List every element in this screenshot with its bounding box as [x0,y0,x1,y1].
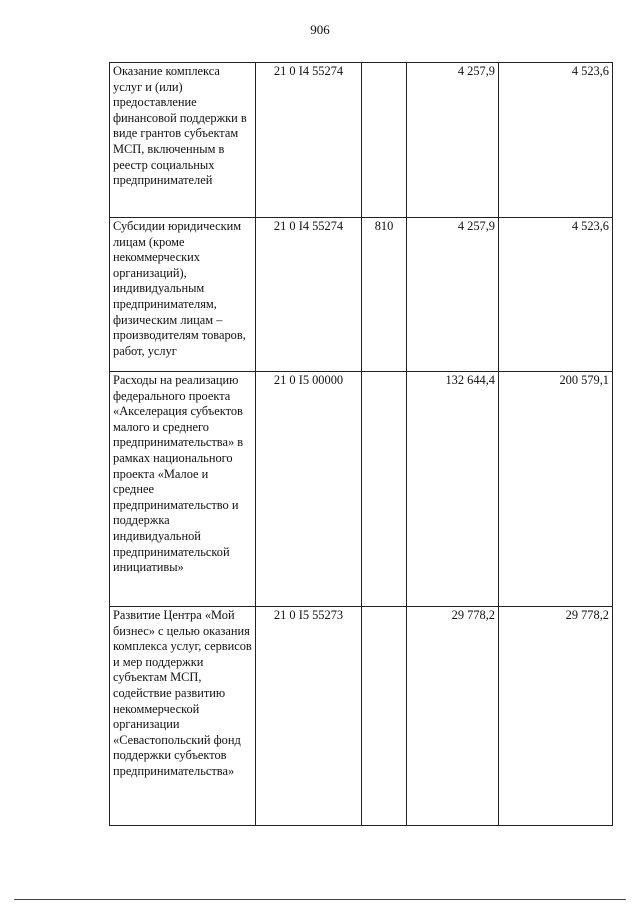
table-row [110,218,613,372]
amount-year2-cell: 29 778,2 [499,607,613,826]
expense-type-cell [362,607,407,826]
expense-type-cell [362,63,407,218]
amount-year2-cell: 4 523,6 [499,218,613,372]
scan-bottom-edge [14,899,626,900]
amount-year1-cell: 132 644,4 [407,372,499,607]
expense-type-cell: 810 [362,218,407,372]
amount-year1-cell: 4 257,9 [407,63,499,218]
row-name-cell: Расходы на реализацию федерального проекта «Акселерация субъектов малого и среднего предпринимательства» в рамках национального проекта «Малое и среднее предпринимательство и поддержка индивидуальной предпринимательской инициативы» [110,372,256,607]
target-code-cell: 21 0 I4 55274 [256,63,362,218]
table-row [110,607,613,826]
row-name-cell: Развитие Центра «Мой бизнес» с целью оказания комплекса услуг, сервисов и мер поддержки субъектам МСП, содействие развитию некоммерческой организации «Севастопольский фонд поддержки субъектов предпринимательства» [110,607,256,826]
row-name-cell: Оказание комплекса услуг и (или) предоставление финансовой поддержки в виде грантов субъектам МСП, включенным в реестр социальных предпринимателей [110,63,256,218]
amount-year2-cell: 4 523,6 [499,63,613,218]
target-code-cell: 21 0 I4 55274 [256,218,362,372]
table-row [110,372,613,607]
page-number: 906 [310,22,330,37]
amount-year1-cell: 29 778,2 [407,607,499,826]
row-name-cell: Субсидии юридическим лицам (кроме некоммерческих организаций), индивидуальным предпринимателям, физическим лицам – производителям товаров, работ, услуг [110,218,256,372]
table-row [110,63,613,218]
budget-table [109,62,613,826]
expense-type-cell [362,372,407,607]
amount-year1-cell: 4 257,9 [407,218,499,372]
target-code-cell: 21 0 I5 00000 [256,372,362,607]
amount-year2-cell: 200 579,1 [499,372,613,607]
target-code-cell: 21 0 I5 55273 [256,607,362,826]
